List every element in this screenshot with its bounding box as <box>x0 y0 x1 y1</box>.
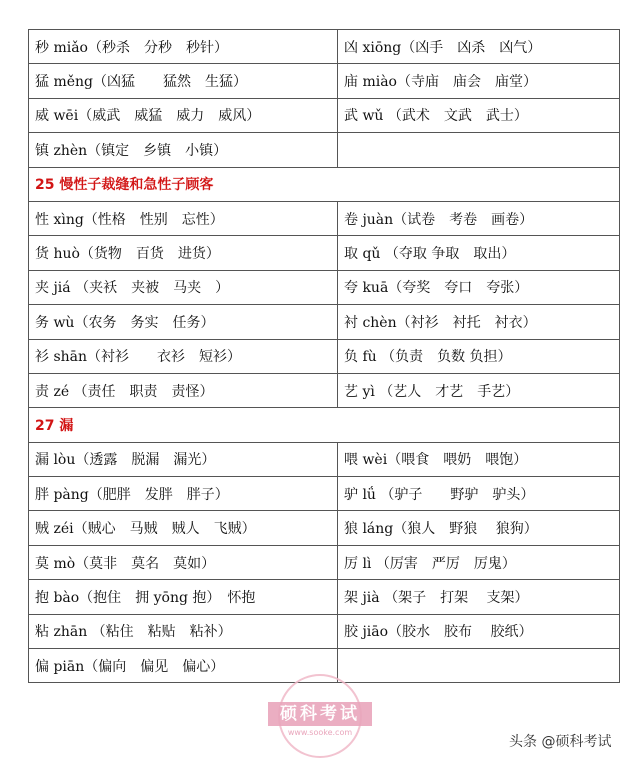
vocab-entry-right: 武 wǔ （武术 文武 武士） <box>338 98 620 132</box>
vocab-entry-right: 架 jià （架子 打架 支架） <box>338 580 620 614</box>
vocab-entry-left: 偏 piān（偏向 偏见 偏心） <box>29 649 338 683</box>
vocab-table <box>28 29 620 683</box>
table-row <box>29 98 620 132</box>
vocab-entry-left: 漏 lòu（透露 脱漏 漏光） <box>29 442 338 476</box>
vocab-entry-left: 夹 jiá （夹袄 夹被 马夹 ） <box>29 270 338 304</box>
source-credit: 头条 @硕科考试 <box>509 734 612 750</box>
vocab-entry-right: 驴 lǘ （驴子 野驴 驴头） <box>338 477 620 511</box>
table-row <box>29 30 620 64</box>
vocab-entry-left: 货 huò（货物 百货 进货） <box>29 236 338 270</box>
vocab-entry-left: 猛 měng（凶猛 猛然 生猛） <box>29 64 338 98</box>
section-row <box>29 167 620 201</box>
vocab-entry-left: 性 xìng（性格 性别 忘性） <box>29 201 338 235</box>
table-row <box>29 201 620 235</box>
table-row <box>29 545 620 579</box>
vocab-entry-left: 镇 zhèn（镇定 乡镇 小镇） <box>29 133 338 167</box>
section-heading: 27 漏 <box>29 408 620 442</box>
vocab-entry-right: 庙 miào（寺庙 庙会 庙堂） <box>338 64 620 98</box>
vocab-entry-right: 厉 lì （厉害 严厉 厉鬼） <box>338 545 620 579</box>
table-row <box>29 580 620 614</box>
vocab-entry-right: 卷 juàn（试卷 考卷 画卷） <box>338 201 620 235</box>
vocab-entry-right: 负 fù （负责 负数 负担） <box>338 339 620 373</box>
vocab-entry-left: 威 wēi（威武 威猛 威力 威风） <box>29 98 338 132</box>
vocab-entry-left: 责 zé （责任 职责 责怪） <box>29 373 338 407</box>
vocab-entry-right: 胶 jiāo（胶水 胶布 胶纸） <box>338 614 620 648</box>
watermark-brand: 硕科考试 <box>268 702 372 726</box>
table-row <box>29 305 620 339</box>
vocab-entry-right <box>338 133 620 167</box>
vocab-entry-right: 凶 xiōng（凶手 凶杀 凶气） <box>338 30 620 64</box>
vocab-entry-left: 衫 shān（衬衫 衣衫 短衫） <box>29 339 338 373</box>
section-heading: 25 慢性子裁缝和急性子顾客 <box>29 167 620 201</box>
vocab-entry-right: 取 qǔ （夺取 争取 取出） <box>338 236 620 270</box>
vocab-entry-left: 莫 mò（莫非 莫名 莫如） <box>29 545 338 579</box>
vocab-table-body <box>29 30 620 683</box>
vocab-entry-left: 抱 bào（抱住 拥 yōng 抱） 怀抱 <box>29 580 338 614</box>
vocab-entry-right: 狼 láng（狼人 野狼 狼狗） <box>338 511 620 545</box>
vocab-entry-right <box>338 649 620 683</box>
table-row <box>29 511 620 545</box>
vocab-entry-left: 胖 pàng（肥胖 发胖 胖子） <box>29 477 338 511</box>
vocab-entry-left: 秒 miǎo（秒杀 分秒 秒针） <box>29 30 338 64</box>
vocab-entry-left: 粘 zhān （粘住 粘贴 粘补） <box>29 614 338 648</box>
table-row <box>29 270 620 304</box>
table-row <box>29 477 620 511</box>
vocab-entry-right: 艺 yì （艺人 才艺 手艺） <box>338 373 620 407</box>
watermark-url: www.sooke.com <box>287 728 353 737</box>
table-row <box>29 64 620 98</box>
vocab-entry-right: 喂 wèi（喂食 喂奶 喂饱） <box>338 442 620 476</box>
watermark-stamp <box>268 674 372 762</box>
vocab-entry-left: 务 wù（农务 务实 任务） <box>29 305 338 339</box>
table-row <box>29 236 620 270</box>
vocab-entry-right: 夸 kuā（夸奖 夸口 夸张） <box>338 270 620 304</box>
vocab-entry-right: 衬 chèn（衬衫 衬托 衬衣） <box>338 305 620 339</box>
table-row <box>29 133 620 167</box>
vocab-entry-left: 贼 zéi（贼心 马贼 贼人 飞贼） <box>29 511 338 545</box>
section-row <box>29 408 620 442</box>
table-row <box>29 339 620 373</box>
table-row <box>29 614 620 648</box>
table-row <box>29 442 620 476</box>
table-row <box>29 373 620 407</box>
